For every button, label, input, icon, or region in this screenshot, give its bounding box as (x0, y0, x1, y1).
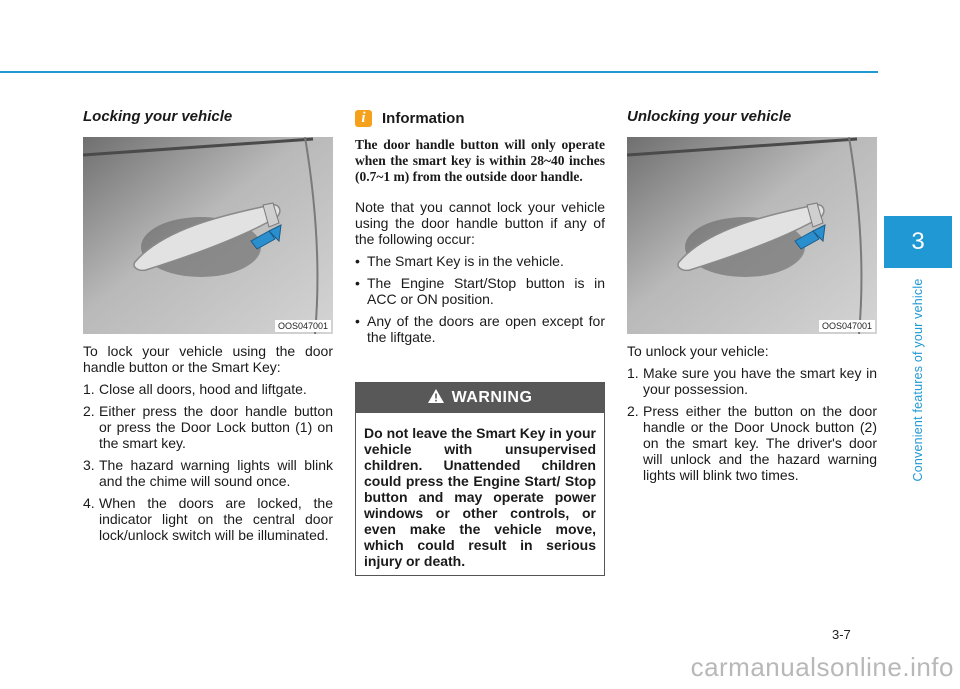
figure-code-right: OOS047001 (819, 320, 875, 332)
unlocking-section (627, 108, 877, 489)
locking-section (83, 108, 333, 549)
step-number: 3. (83, 457, 95, 473)
step-text: Make sure you have the smart key in your possession. (643, 365, 877, 397)
warning-text: Do not leave the Smart Key in your vehicle with unsupervised children. Unattended children could press the Engine Start/ Stop button and may operate power windows or other controls, or even make the vehicle move, which could result in serious injury or death. (364, 425, 596, 569)
unlocking-intro: To unlock your vehicle: (627, 343, 769, 359)
list-item (83, 495, 333, 543)
unlocking-steps (627, 365, 877, 483)
locking-intro: To lock your vehicle using the door handle button or the Smart Key: (83, 343, 333, 375)
information-bold-text: The door handle button will only operate when the smart key is within 28~40 inches (0.7~1 m) from the outside door handle. (355, 137, 605, 184)
watermark: carmanualsonline.info (690, 652, 954, 682)
door-handle-illustration (83, 137, 333, 334)
step-number: 1. (83, 381, 95, 397)
unlocking-title: Unlocking your vehicle (627, 108, 792, 125)
page-number: 3-7 (832, 627, 851, 642)
list-item: • The Engine Start/Stop button is in ACC or ON position. (355, 275, 605, 307)
chapter-tab: 3 (884, 216, 952, 268)
information-section (355, 110, 605, 351)
step-number: 2. (83, 403, 95, 419)
door-handle-illustration (627, 137, 877, 334)
warning-title: WARNING (451, 389, 533, 406)
warning-box (355, 382, 605, 576)
warning-header (356, 383, 604, 413)
list-item: • The Smart Key is in the vehicle. (355, 253, 605, 269)
header-rule (0, 71, 878, 73)
information-title: Information (382, 110, 465, 127)
list-item (83, 381, 333, 397)
door-handle-figure-left (83, 137, 333, 334)
step-text: Either press the door handle button or press the Door Lock button (1) on the smart key. (99, 403, 333, 451)
warning-triangle-icon (428, 389, 444, 408)
step-number: 2. (627, 403, 639, 419)
list-item (83, 457, 333, 489)
step-text: The hazard warning lights will blink and the chime will sound once. (99, 457, 333, 489)
locking-title: Locking your vehicle (83, 108, 233, 125)
list-item: • Any of the doors are open except for the liftgate. (355, 313, 605, 345)
figure-code-left: OOS047001 (275, 320, 331, 332)
list-item (627, 403, 877, 483)
info-icon: i (355, 110, 372, 127)
information-header (355, 110, 605, 127)
step-text: Press either the button on the door handle or the Door Unock button (2) on the smart key. The driver's door will unlock and the hazard warning lights will blink two times. (643, 403, 877, 483)
step-text: Close all doors, hood and liftgate. (99, 381, 307, 397)
step-text: When the doors are locked, the indicator light on the central door lock/unlock switch will be illuminated. (99, 495, 333, 543)
door-handle-figure-right (627, 137, 877, 334)
chapter-title: Convenient features of your vehicle (911, 278, 925, 482)
list-item (83, 403, 333, 451)
step-number: 1. (627, 365, 639, 381)
step-number: 4. (83, 495, 95, 511)
locking-steps (83, 381, 333, 543)
list-item (627, 365, 877, 397)
information-bullets (355, 253, 605, 345)
information-note: Note that you cannot lock your vehicle using the door handle button if any of the following occur: (355, 199, 605, 247)
